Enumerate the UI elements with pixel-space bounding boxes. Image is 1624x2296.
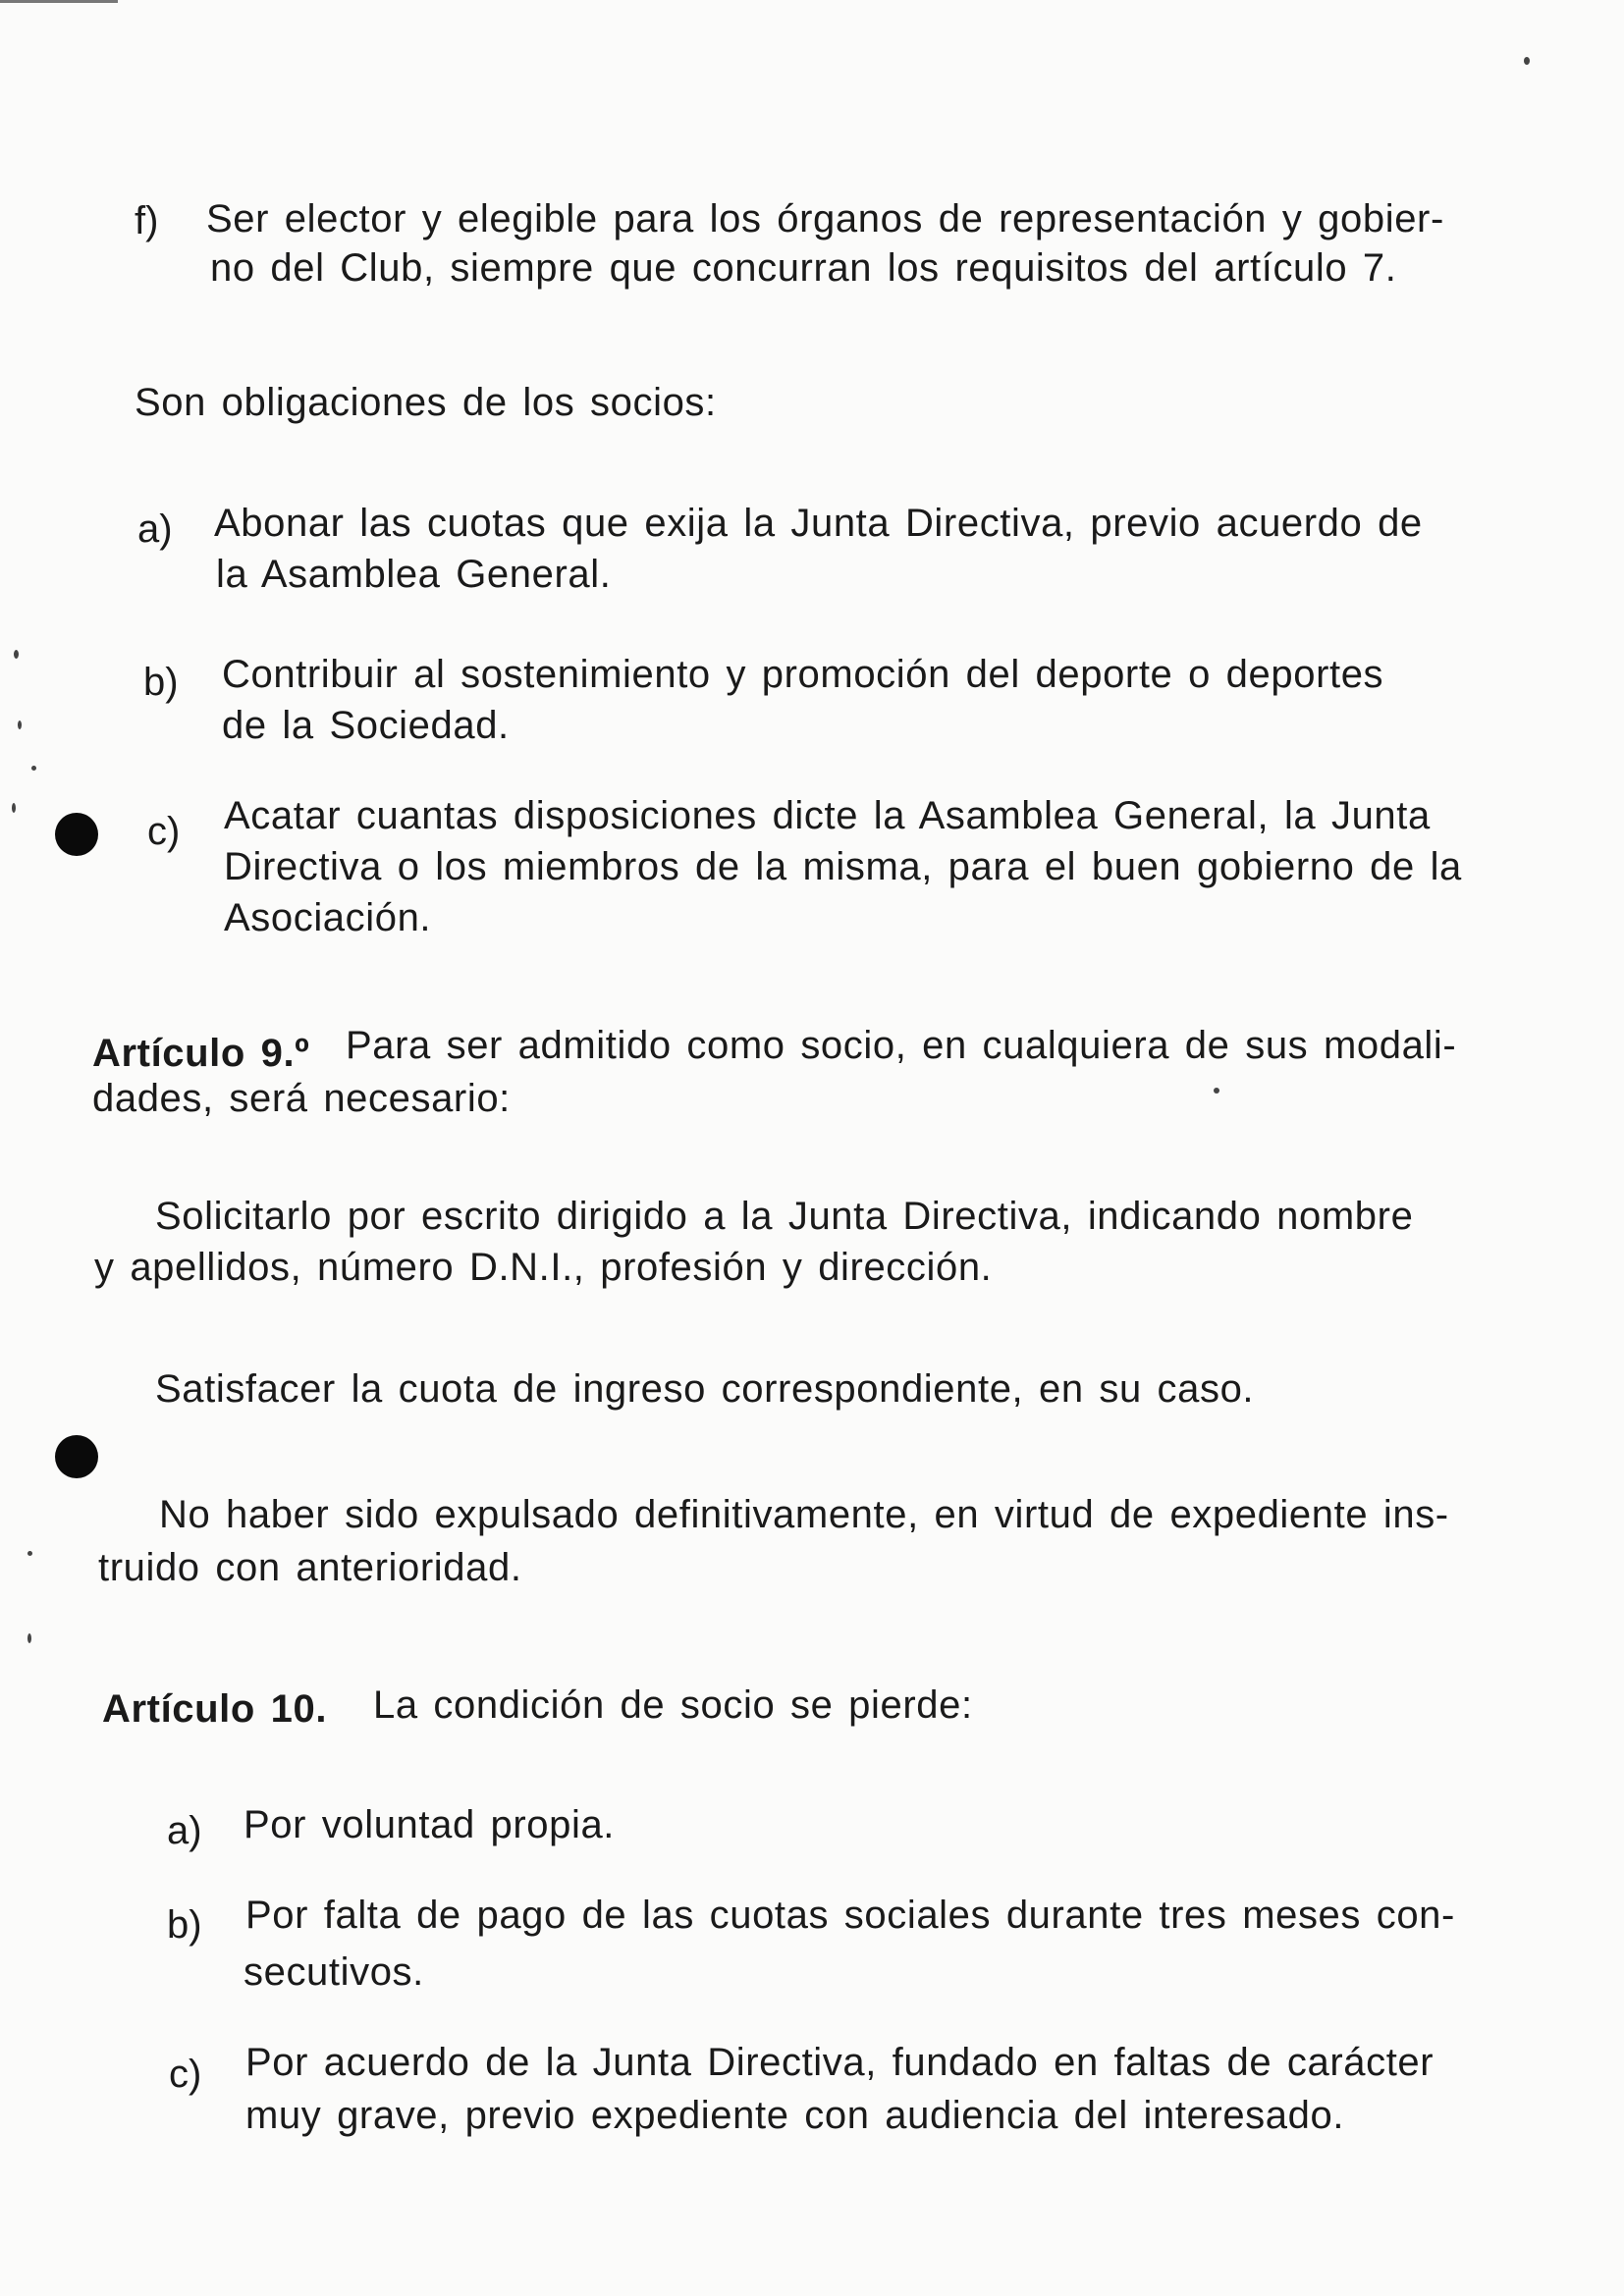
obligation-b-line2: de la Sociedad. [222,704,510,747]
loss-b-line1: Por falta de pago de las cuotas sociales durante tres meses con- [245,1894,1455,1937]
obligation-c-line2: Directiva o los miembros de la misma, para el buen gobierno de la [224,845,1462,888]
loss-b-line2: secutivos. [244,1950,424,1994]
article-9-line1: Para ser admitido como socio, en cualquiera de sus modali- [346,1024,1457,1067]
obligation-a-line1: Abonar las cuotas que exija la Junta Directiva, previo acuerdo de [214,502,1423,545]
requirement-3-line1: No haber sido expulsado definitivamente, en virtud de expediente ins- [159,1493,1449,1536]
obligations-intro: Son obligaciones de los socios: [135,381,717,424]
requirement-1-line2: y apellidos, número D.N.I., profesión y dirección. [94,1246,993,1289]
obligation-a-line2: la Asamblea General. [216,553,612,596]
obligation-c-line3: Asociación. [224,896,432,939]
obligation-b-line1: Contribuir al sostenimiento y promoción del deporte o deportes [222,653,1384,696]
item-f-label: f) [135,199,159,242]
loss-a-line1: Por voluntad propia. [244,1803,616,1846]
scan-speck [27,1551,32,1556]
article-10-intro: La condición de socio se pierde: [373,1683,973,1727]
scan-speck [18,721,22,729]
loss-c-label: c) [169,2053,202,2096]
scan-speck [12,803,16,813]
article-10-heading: Artículo 10. [102,1687,328,1731]
loss-a-label: a) [167,1809,202,1852]
item-f-line2: no del Club, siempre que concurran los requisitos del artículo 7. [210,246,1397,290]
punch-hole-top [55,813,98,856]
obligation-b-label: b) [143,661,179,704]
punch-hole-bottom [55,1435,98,1478]
obligation-c-line1: Acatar cuantas disposiciones dicte la Asamblea General, la Junta [224,794,1431,837]
obligation-c-label: c) [147,810,181,853]
scan-speck [1524,57,1530,65]
scan-edge-mark [0,0,118,3]
requirement-1-line1: Solicitarlo por escrito dirigido a la Junta Directiva, indicando nombre [155,1195,1414,1238]
loss-b-label: b) [167,1903,202,1947]
requirement-2: Satisfacer la cuota de ingreso correspondiente, en su caso. [155,1367,1255,1411]
scan-speck [31,766,36,771]
scan-speck [1214,1088,1219,1094]
article-9-line2: dades, será necesario: [92,1077,511,1120]
loss-c-line1: Por acuerdo de la Junta Directiva, fundado en faltas de carácter [245,2041,1435,2084]
obligation-a-label: a) [137,507,173,551]
scan-speck [27,1633,31,1643]
item-f-line1: Ser elector y elegible para los órganos de representación y gobier- [206,197,1444,240]
scan-speck [14,650,19,659]
requirement-3-line2: truido con anterioridad. [98,1546,522,1589]
loss-c-line2: muy grave, previo expediente con audiencia del interesado. [245,2094,1345,2137]
article-9-heading: Artículo 9.º [92,1032,310,1075]
